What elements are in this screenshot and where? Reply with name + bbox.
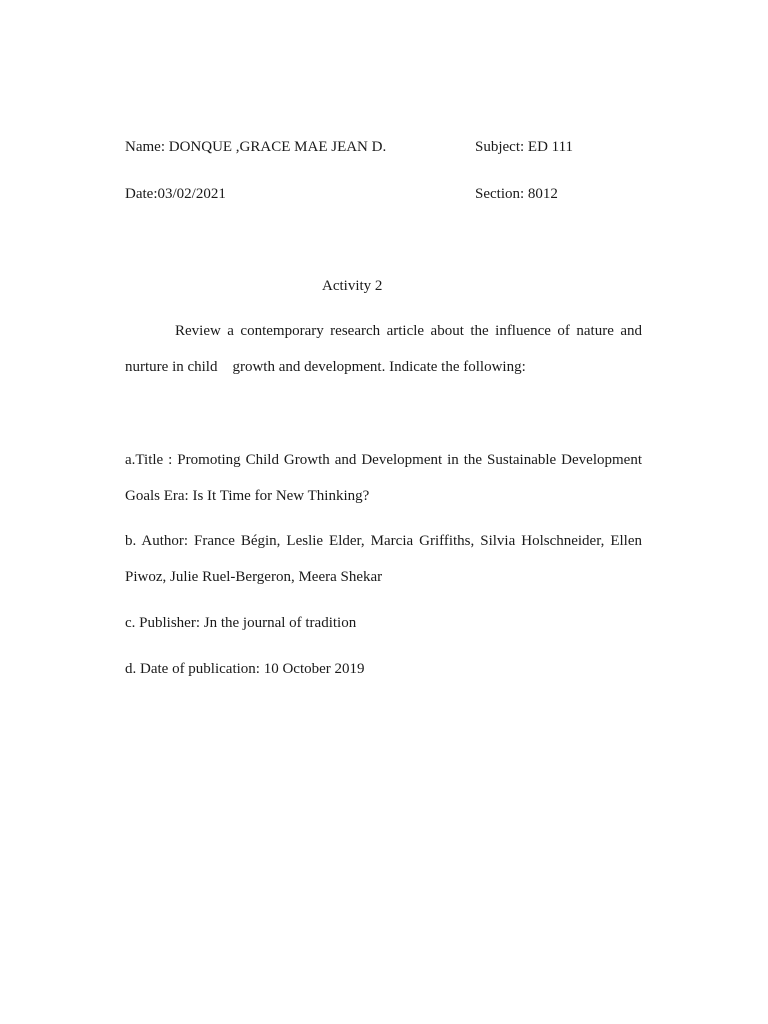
article-publication-date: d. Date of publication: 10 October 2019: [125, 661, 365, 677]
section: Section: 8012: [475, 186, 558, 202]
article-publisher: c. Publisher: Jn the journal of tradition: [125, 615, 357, 631]
instructions-line-2: nurture in child growth and development. Indicate the following:: [125, 359, 526, 375]
article-title-line-2: Goals Era: Is It Time for New Thinking?: [125, 488, 370, 504]
date: Date:03/02/2021: [125, 186, 226, 202]
activity-heading: Activity 2: [322, 278, 383, 294]
student-name: Name: DONQUE ,GRACE MAE JEAN D.: [125, 139, 387, 155]
article-title-line-1: a.Title : Promoting Child Growth and Development in the Sustainable Development: [125, 452, 642, 468]
subject: Subject: ED 111: [475, 139, 574, 155]
article-author-line-1: b. Author: France Bégin, Leslie Elder, Marcia Griffiths, Silvia Holschneider, Ellen: [125, 533, 642, 549]
article-author-line-2: Piwoz, Julie Ruel-Bergeron, Meera Shekar: [125, 569, 383, 585]
instructions-line-1: Review a contemporary research article about the influence of nature and: [175, 323, 642, 339]
